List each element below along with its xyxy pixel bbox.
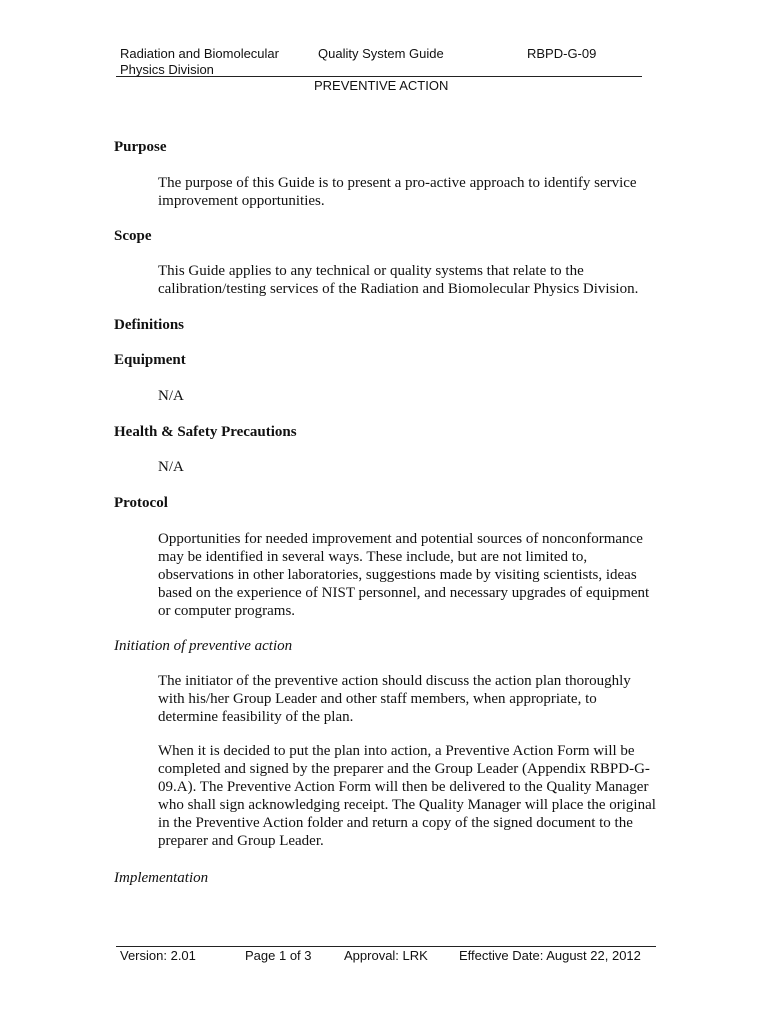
definitions-heading: Definitions [114,317,185,333]
initiation-paragraph-1: The initiator of the preventive action should discuss the action plan thoroughly with his/her Group Leader and other staff members, when appropriate, to determine feasibility of the plan. [158,673,631,725]
health-safety-text: N/A [158,459,184,475]
footer-version: Version: 2.01 [120,948,196,963]
implementation-heading: Implementation [114,870,209,886]
header-division-line1: Radiation and Biomolecular [120,46,279,61]
protocol-heading: Protocol [114,495,168,511]
scope-heading: Scope [114,228,152,244]
footer-effective-date: Effective Date: August 22, 2012 [459,948,641,963]
header-rule [116,76,642,77]
protocol-text: Opportunities for needed improvement and potential sources of nonconformance may be identified in several ways. These include, but are not limited to, observations in other laboratories, suggestions made by visiting scientists, ideas based on the experience of NIST personnel, and necessary upgrades of equipment or computer programs. [158,531,650,619]
initiation-paragraph-2: When it is decided to put the plan into action, a Preventive Action Form will be completed and signed by the preparer and the Group Leader (Appendix RBPD-G-09.A). The Preventive Action Form will then be delivered to the Quality Manager who shall sign acknowledging receipt. The Quality Manager will place the original in the Preventive Action folder and return a copy of the signed document to the preparer and Group Leader. [158,743,656,849]
equipment-heading: Equipment [114,352,186,368]
scope-text: This Guide applies to any technical or quality systems that relate to the calibration/testing services of the Radiation and Biomolecular Physics Division. [158,263,639,297]
document-title: PREVENTIVE ACTION [314,78,449,93]
header-division-line2: Physics Division [120,62,214,77]
footer-page-number: Page 1 of 3 [245,948,312,963]
header-guide: Quality System Guide [318,46,444,61]
header-doc-id: RBPD-G-09 [527,46,597,61]
initiation-heading: Initiation of preventive action [114,638,293,654]
purpose-text: The purpose of this Guide is to present a pro-active approach to identify service improvement opportunities. [158,175,637,209]
health-safety-heading: Health & Safety Precautions [114,424,297,440]
footer-approval: Approval: LRK [344,948,428,963]
purpose-heading: Purpose [114,139,167,155]
header-division [120,46,279,78]
equipment-text: N/A [158,388,184,404]
footer-rule [116,946,656,947]
